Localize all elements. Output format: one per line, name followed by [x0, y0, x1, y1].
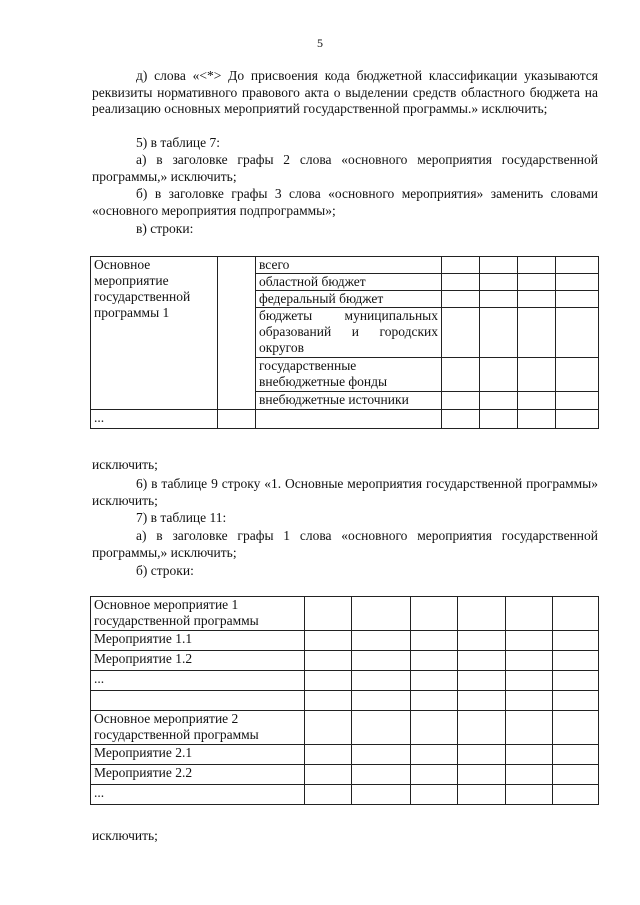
row-label: ...	[91, 671, 305, 691]
item-6: 6) в таблице 9 строку «1. Основные мероприятия государственной программы» исключить;	[92, 476, 598, 508]
table-cell	[506, 785, 553, 805]
exclude-1: исключить;	[92, 457, 158, 472]
item-7a: а) в заголовке графы 1 слова «основного мероприятия государственной программы,» исключить;	[92, 528, 598, 560]
ellipsis-cell: ...	[91, 410, 218, 429]
item-5v: в) строки:	[136, 221, 194, 236]
table-cell	[305, 597, 352, 631]
table-cell	[352, 785, 411, 805]
table-cell	[352, 691, 411, 711]
table-cell	[518, 410, 556, 429]
table-cell	[506, 711, 553, 745]
table-cell	[506, 691, 553, 711]
table-cell	[458, 711, 506, 745]
table-cell	[518, 257, 556, 274]
table-cell	[506, 631, 553, 651]
source-cell: всего	[256, 257, 442, 274]
table-cell	[556, 308, 599, 358]
table-cell	[518, 358, 556, 392]
row-label: Мероприятие 1.2	[91, 651, 305, 671]
table-cell	[556, 410, 599, 429]
table-cell	[480, 410, 518, 429]
table-cell	[556, 291, 599, 308]
table-cell	[352, 651, 411, 671]
table-cell	[442, 392, 480, 410]
table-cell	[442, 291, 480, 308]
table-cell	[553, 631, 599, 651]
table-cell	[458, 765, 506, 785]
table-cell	[352, 671, 411, 691]
table-cell	[518, 392, 556, 410]
table-cell	[218, 257, 256, 410]
table-cell	[442, 358, 480, 392]
table-cell	[506, 597, 553, 631]
row-label: Основное мероприятие 1 государственной программы	[91, 597, 305, 631]
table-cell	[480, 291, 518, 308]
source-cell: областной бюджет	[256, 274, 442, 291]
table-cell	[553, 597, 599, 631]
table-cell	[506, 765, 553, 785]
table-cell	[411, 745, 458, 765]
table-cell	[442, 257, 480, 274]
row-label: Мероприятие 1.1	[91, 631, 305, 651]
table-cell	[553, 691, 599, 711]
table-cell	[256, 410, 442, 429]
table-cell	[553, 711, 599, 745]
table-cell	[556, 274, 599, 291]
table-cell	[480, 308, 518, 358]
table-cell	[411, 691, 458, 711]
item-7b: б) строки:	[136, 563, 194, 578]
table-cell	[411, 597, 458, 631]
table-cell	[305, 711, 352, 745]
row-label: Мероприятие 2.2	[91, 765, 305, 785]
row-label: Мероприятие 2.1	[91, 745, 305, 765]
table-cell	[305, 691, 352, 711]
item-7: 7) в таблице 11:	[136, 510, 227, 525]
table-cell	[553, 765, 599, 785]
table-cell	[458, 651, 506, 671]
table-cell	[458, 745, 506, 765]
table-cell	[553, 671, 599, 691]
table-cell	[411, 671, 458, 691]
table-cell	[411, 631, 458, 651]
row-label: Основное мероприятие 2 государственной программы	[91, 711, 305, 745]
main-activity-cell: Основное мероприятие государственной программы 1	[91, 257, 218, 410]
table-cell	[506, 671, 553, 691]
source-cell: федеральный бюджет	[256, 291, 442, 308]
table-cell	[442, 410, 480, 429]
exclude-2: исключить;	[92, 828, 158, 843]
table-cell	[458, 671, 506, 691]
table-cell	[305, 785, 352, 805]
table-cell	[458, 691, 506, 711]
table-cell	[305, 671, 352, 691]
table-cell	[411, 765, 458, 785]
table-cell	[305, 765, 352, 785]
table-cell	[518, 291, 556, 308]
item-5a: а) в заголовке графы 2 слова «основного мероприятия государственной программы,» исключить;	[92, 152, 598, 184]
table-cell	[480, 274, 518, 291]
table-cell	[218, 410, 256, 429]
source-cell: государственные внебюджетные фонды	[256, 358, 442, 392]
table-cell	[352, 631, 411, 651]
table-cell	[480, 358, 518, 392]
table-cell	[352, 597, 411, 631]
item-5: 5) в таблице 7:	[136, 135, 221, 150]
table-cell	[352, 765, 411, 785]
item-5b: б) в заголовке графы 3 слова «основного мероприятия» заменить словами «основного мероприятия подпрограммы»;	[92, 186, 598, 218]
table-cell	[458, 785, 506, 805]
table-cell	[556, 358, 599, 392]
source-cell: внебюджетные источники	[256, 392, 442, 410]
table-cell	[518, 274, 556, 291]
table-cell	[480, 257, 518, 274]
table-cell	[411, 711, 458, 745]
table-cell	[305, 651, 352, 671]
paragraph-d: д) слова «<*> До присвоения кода бюджетной классификации указываются реквизиты нормативного правового акта о выделении средств областного бюджета на реализацию основных мероприятий государственной программы.» исключить;	[92, 68, 598, 116]
table-cell	[506, 745, 553, 765]
table-cell	[352, 745, 411, 765]
table-cell	[305, 745, 352, 765]
table-cell	[305, 631, 352, 651]
table-11-rows	[90, 596, 599, 805]
source-cell: бюджеты муниципальных образований и городских округов	[256, 308, 442, 358]
table-cell	[556, 392, 599, 410]
table-cell	[480, 392, 518, 410]
table-cell	[553, 651, 599, 671]
table-cell	[518, 308, 556, 358]
table-cell	[458, 597, 506, 631]
row-label	[91, 691, 305, 711]
table-cell	[506, 651, 553, 671]
table-7-rows	[90, 256, 599, 429]
table-cell	[458, 631, 506, 651]
table-cell	[556, 257, 599, 274]
table-cell	[411, 651, 458, 671]
table-cell	[352, 711, 411, 745]
table-cell	[442, 274, 480, 291]
table-cell	[553, 745, 599, 765]
table-cell	[553, 785, 599, 805]
row-label: ...	[91, 785, 305, 805]
table-cell	[411, 785, 458, 805]
page-number: 5	[317, 36, 323, 50]
table-cell	[442, 308, 480, 358]
